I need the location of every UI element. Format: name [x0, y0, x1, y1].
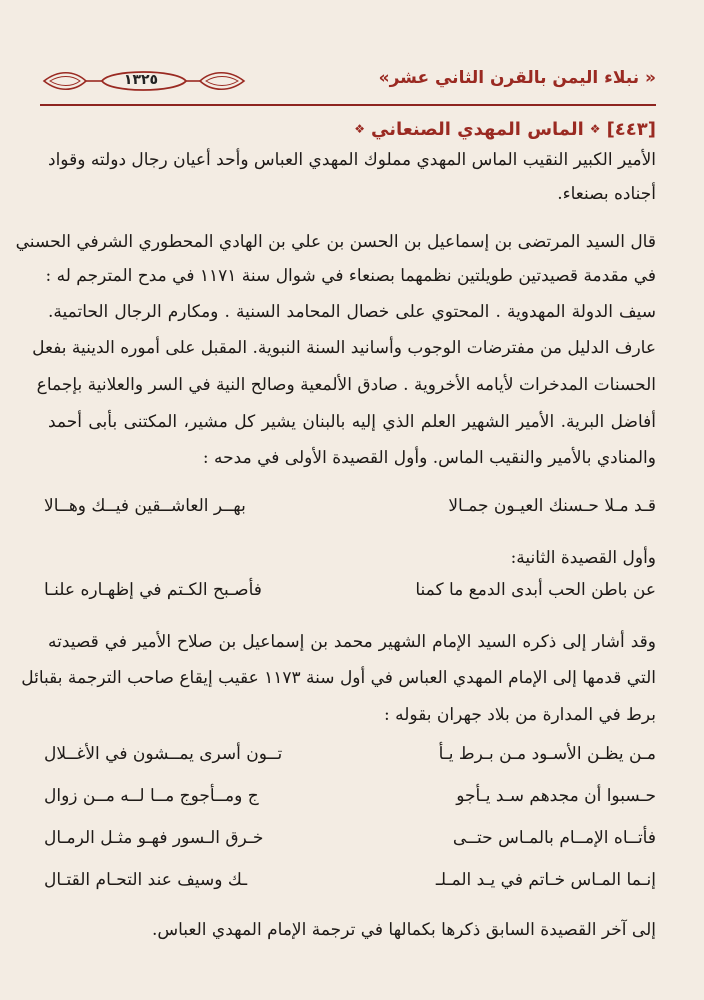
ornament-diamond-icon: ❖ — [354, 122, 365, 136]
text-line: الحسنات المدخرات لأيامه الأخروية . صادق الألمعية وصالح النية في السر والعلانية بإجماع — [36, 375, 656, 395]
verse-second-hemistich: بهــر العاشــقين فيــك وهــالا — [44, 496, 246, 516]
poem-verse — [44, 870, 656, 900]
entry-title: الماس المهدي الصنعاني — [370, 118, 584, 140]
header-divider — [40, 104, 656, 106]
text-line: قال السيد المرتضى بن إسماعيل بن الحسن بن علي بن الهادي المحطوري الشرفي الحسني — [15, 232, 656, 252]
text-line: إلى آخر القصيدة السابق ذكرها بكمالها في ترجمة الإمام المهدي العباس. — [151, 920, 656, 940]
poem-verse — [44, 496, 656, 526]
text-line: والمنادي بالأمير والنقيب الماس. وأول القصيدة الأولى في مدحه : — [202, 448, 656, 468]
text-line: برط في المدارة من بلاد جهران بقوله : — [383, 705, 656, 725]
verse-first-hemistich: عن باطن الحب أبدى الدمع ما كمنا — [415, 580, 656, 600]
text-line: الأمير الكبير النقيب الماس المهدي مملوك المهدي العباس وأحد أعيان رجال دولته وقواد — [48, 150, 656, 170]
verse-second-hemistich: ج ومــأجوج مــا لــه مــن زوال — [44, 786, 259, 806]
entry-heading — [354, 114, 656, 144]
page-number: ١٣٢٥ — [123, 72, 159, 88]
text-line: التي قدمها إلى الإمام المهدي العباس في أول سنة ١١٧٣ عقيب إيقاع صاحب الترجمة بقبائل — [21, 668, 656, 688]
verse-first-hemistich: مـن يظـن الأسـود مـن بـرط يـأ — [438, 744, 656, 764]
verse-first-hemistich: حـسبوا أن مجدهم سـد يـأجو — [456, 786, 656, 806]
text-line: وقد أشار إلى ذكره السيد الإمام الشهير محمد بن إسماعيل بن صلاح الأمير في قصيدته — [48, 632, 656, 652]
text-line: وأول القصيدة الثانية: — [510, 548, 656, 568]
text-line: أفاضل البرية. الأمير الشهير العلم الذي إليه بالبنان يشير كل مشير، المكتنى بأبى أحمد — [48, 412, 656, 432]
entry-number: [٤٤٣] — [606, 118, 656, 140]
text-line: في مقدمة قصيدتين طويلتين نظمهما بصنعاء في شوال سنة ١١٧١ في مدح المترجم له : — [45, 266, 656, 286]
poem-verse — [44, 786, 656, 816]
text-line: سيف الدولة المهدوية . المحتوي على خصال المحامد السنية . ومكارم الرجال الحاتمية. — [48, 302, 656, 322]
verse-second-hemistich: خـرق الـسور فهـو مثـل الرمـال — [44, 828, 264, 848]
verse-first-hemistich: قـد مـلا حـسنك العيـون جمـالا — [448, 496, 656, 516]
verse-first-hemistich: إنـما المـاس خـاتم في يـد المـلـ — [435, 870, 656, 890]
running-header — [40, 62, 656, 102]
verse-second-hemistich: تــون أسرى يمــشون في الأغــلال — [44, 744, 283, 764]
poem-verse — [44, 744, 656, 774]
verse-second-hemistich: ـك وسيف عند التحـام القتـال — [44, 870, 248, 890]
book-title: « نبلاء اليمن بالقرن الثاني عشر» — [378, 68, 656, 88]
ornament-diamond-icon: ❖ — [589, 122, 601, 136]
poem-verse — [44, 828, 656, 858]
text-line: أجناده بصنعاء. — [557, 184, 656, 204]
verse-second-hemistich: فأصـبح الكـتم في إظهـاره علنـا — [44, 580, 262, 600]
verse-first-hemistich: فأتــاه الإمــام بالمـاس حتــى — [452, 828, 656, 848]
text-line: عارف الدليل من مفترضات الوجوب وأسانيد السنة النبوية. المقبل على أموره الدينية بفعل — [32, 338, 656, 358]
poem-verse — [44, 580, 656, 610]
